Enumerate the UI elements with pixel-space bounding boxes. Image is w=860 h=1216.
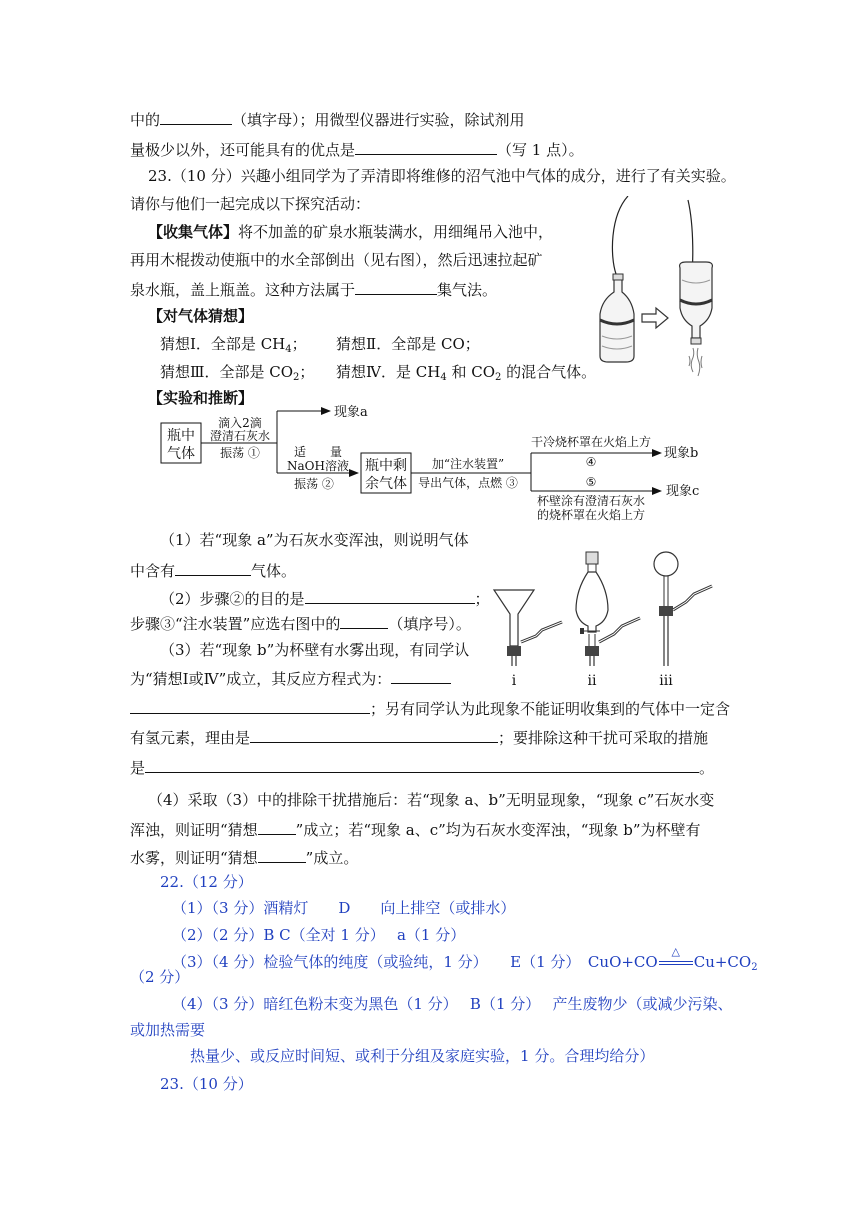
guess-1: 猜想Ⅰ．全部是 $CH_4$； [160, 335, 307, 355]
funnel-apparatus [494, 590, 562, 666]
answer-blank[interactable] [250, 726, 498, 743]
apparatus-label-iii: iii [659, 673, 673, 689]
collect-line-3: 泉水瓶，盖上瓶盖。这种方法属于 集气法。 [130, 278, 497, 300]
guess-4: 猜想Ⅳ．是 $CH_4$ 和 $CO_2$ 的混合气体。 [336, 363, 597, 383]
sub4-line3: 水雾，则证明“猜想 ”成立。 [130, 846, 358, 868]
answer22-line2: （2）（2 分）B C（全对 1 分） a（1 分） [172, 926, 466, 944]
sub3-line4: 有氢元素，理由是 ；要排除这种干扰可采取的措施 [130, 726, 708, 748]
answer-blank[interactable] [355, 138, 497, 155]
answer22-line1: （1）（3 分）酒精灯 D 向上排空（或排水） [172, 899, 516, 917]
guess-heading: 【对气体猜想】 [148, 307, 254, 325]
answer-blank[interactable] [355, 278, 437, 295]
answer22-line3-cont: （2 分） [130, 968, 190, 986]
guess-3: 猜想Ⅲ．全部是 $CO_2$； [160, 363, 315, 383]
box1-line1: 瓶中 [167, 428, 195, 444]
sub1-line2: 中含有 气体。 [130, 559, 296, 581]
sub2-line1: （2）步骤②的目的是 ； [160, 587, 490, 609]
result-c: 现象c [666, 484, 700, 499]
step3-label-2: 导出气体，点燃 ③ [418, 476, 518, 490]
answer22-line4-cont: 或加热需要 [130, 1021, 206, 1039]
q23-intro-2: 请你与他们一起完成以下探究活动： [130, 195, 371, 213]
apparatus-label-i: i [511, 673, 517, 689]
sub4-line1: （4）采取（3）中的排除干扰措施后：若“现象 a、b”无明显现象，“现象 c”石灰水变 [148, 791, 715, 809]
answer-blank[interactable] [130, 697, 370, 714]
injection-apparatus-figure [490, 550, 730, 690]
answer-blank[interactable] [175, 559, 251, 576]
sub3-line1: （3）若“现象 b”为杯壁有水雾出现，有同学认 [160, 641, 470, 659]
branch5-label-1: 杯壁涂有澄清石灰水 [536, 494, 646, 508]
answer-blank[interactable] [340, 612, 388, 629]
sub3-line3: ；另有同学认为此现象不能证明收集到的气体中一定含 [130, 697, 730, 719]
branch4-label: 干冷烧杯罩在火焰上方 [530, 435, 652, 449]
answer-blank[interactable] [258, 846, 306, 863]
answer22-title: 22.（12 分） [160, 873, 253, 891]
q22-tail-line2: 量极少以外，还可能具有的优点是 （写 1 点）。 [130, 138, 584, 160]
step2-label-2: NaOH溶液 [287, 459, 349, 473]
answer23-title: 23.（10 分） [160, 1075, 253, 1093]
collect-line-2: 再用木棍拨动使瓶中的水全部倒出（见右图），然后迅速拉起矿 [130, 251, 543, 269]
answer22-line4-cont2: 热量少、或反应时间短、或利于分组及家庭实验，1 分。合理均给分） [190, 1047, 655, 1065]
q22-tail-line1: 中的 （填字母）；用微型仪器进行实验，除试剂用 [130, 108, 525, 130]
branch5-num: ⑤ [585, 475, 597, 489]
sub3-line5: 是 。 [130, 756, 714, 778]
step1-label-2: 澄清石灰水 [209, 429, 271, 443]
answer-blank[interactable] [305, 587, 475, 604]
sub2-line2: 步骤③“注水装置”应选右图中的 （填序号）。 [130, 612, 471, 634]
step2-label-1: 适 量 [293, 445, 343, 459]
separatory-funnel-apparatus [576, 552, 640, 666]
step2-label-3: 振荡 ② [294, 477, 334, 491]
bottle-collection-figure [590, 196, 730, 392]
result-b: 现象b [664, 446, 699, 461]
long-neck-funnel-apparatus [654, 552, 712, 666]
answer22-line3: （3）（4 分）检验气体的纯度（或验纯，1 分） E（1 分） CuO+CO △ $Cu+CO_2$ [172, 952, 758, 978]
answer22-line4: （4）（3 分）暗红色粉末变为黑色（1 分） B（1 分） 产生废物少（或减少污染、 [172, 995, 733, 1013]
step1-label-1: 滴入2滴 [218, 416, 262, 430]
answer-blank[interactable] [160, 108, 232, 125]
apparatus-label-ii: ii [587, 673, 597, 689]
experiment-flowchart [158, 400, 718, 530]
result-a: 现象a [334, 405, 368, 420]
guess-2: 猜想Ⅱ．全部是 CO； [336, 335, 480, 353]
branch5-label-2: 的烧杯罩在火焰上方 [536, 508, 646, 522]
collect-line-1: 【收集气体】将不加盖的矿泉水瓶装满水，用细绳吊入池中， [148, 223, 554, 241]
sub1-line1: （1）若“现象 a”为石灰水变浑浊，则说明气体 [160, 531, 469, 549]
box2-line1: 瓶中剩 [365, 458, 407, 474]
experiment-heading: 【实验和推断】 [148, 389, 254, 407]
box1-line2: 气体 [167, 446, 195, 462]
box2-line2: 余气体 [365, 476, 407, 492]
q23-intro-1: 23.（10 分）兴趣小组同学为了弄清即将维修的沼气池中气体的成分，进行了有关实验。 [148, 167, 736, 185]
heating-triangle-icon: △ [671, 945, 680, 958]
answer-blank[interactable] [258, 818, 296, 835]
branch4-num: ④ [585, 455, 597, 469]
step1-label-3: 振荡 ① [220, 446, 260, 460]
sub3-line2: 为“猜想Ⅰ或Ⅳ”成立，其反应方程式为： [130, 667, 451, 689]
step3-label-1: 加“注水装置” [431, 457, 505, 471]
sub4-line2: 浑浊，则证明“猜想 ”成立；若“现象 a、c”均为石灰水变浑浊，“现象 b”为杯壁有 [130, 818, 701, 840]
answer-blank[interactable] [145, 756, 699, 773]
answer-blank[interactable] [391, 667, 451, 684]
